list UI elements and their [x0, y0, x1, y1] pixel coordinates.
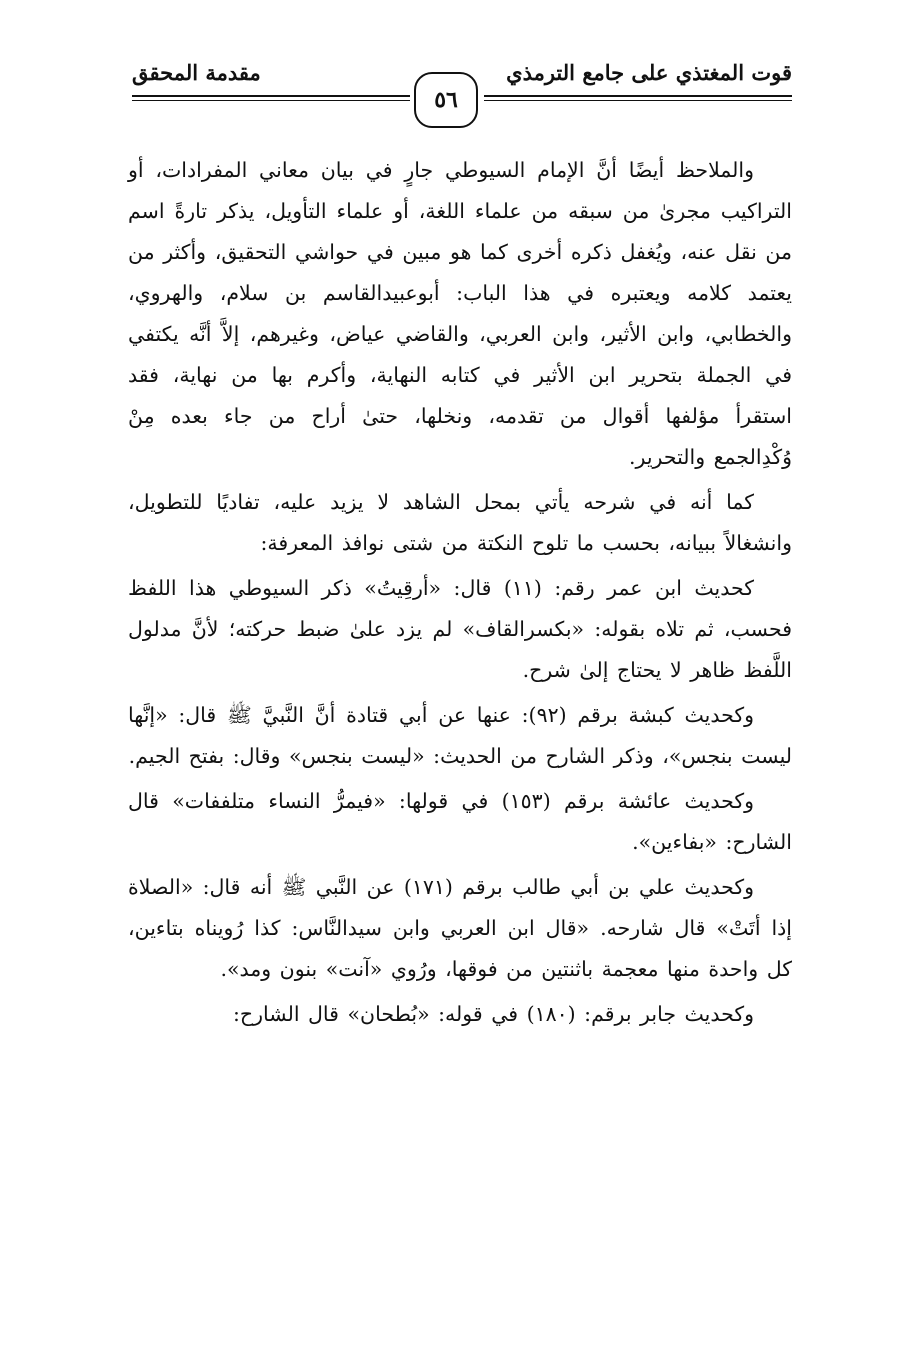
- paragraph-6: وكحديث علي بن أبي طالب برقم (١٧١) عن النَّبي ﷺ أنه قال: «الصلاة إذا أتَتْ» قال شارحه. «قال ابن العربي وابن سيدالنَّاس: كذا رُويناه بتاءين، كل واحدة منها معجمة باثنتين من فوقها، ورُوي «آنت» بنون ومد».: [128, 875, 792, 981]
- paragraph-3: كحديث ابن عمر رقم: (١١) قال: «أرقِيتُ» ذكر السيوطي هذا اللفظ فحسب، ثم تلاه بقوله: «بكسرالقاف» لم يزد علىٰ ضبط حركته؛ لأنَّ مدلول اللَّفظ ظاهر لا يحتاج إلىٰ شرح.: [128, 576, 792, 682]
- paragraph-4: وكحديث كبشة برقم (٩٢): عنها عن أبي قتادة أنَّ النَّبيَّ ﷺ قال: «إنَّها ليست بنجس»، وذكر الشارح من الحديث: «ليست بنجس» وقال: بفتح الجيم.: [128, 703, 792, 768]
- section-title: مقدمة المحقق: [132, 60, 261, 85]
- paragraph-2: كما أنه في شرحه يأتي بمحل الشاهد لا يزيد عليه، تفاديًا للتطويل، وانشغالاً ببيانه، بحسب ما تلوح النكتة من شتى نوافذ المعرفة:: [128, 490, 792, 555]
- header-rule-right-top: [484, 95, 792, 97]
- running-title: قوت المغتذي على جامع الترمذي: [506, 60, 792, 85]
- paragraph-1: والملاحظ أيضًا أنَّ الإمام السيوطي جارٍ في بيان معاني المفرادات، أو التراكيب مجرىٰ من سبقه من علماء اللغة، أو علماء التأويل، يذكر تارةً اسم من نقل عنه، ويُغفل ذكره أخرى كما هو مبين في حواشي التحقيق، وأكثر من يعتمد كلامه ويعتبره في هذا الباب: أبوعبيدالقاسم بن سلام، والهروي، والخطابي، وابن الأثير، وابن العربي، والقاضي عياض، وغيرهم، إلاَّ أنَّه يكتفي في الجملة بتحرير ابن الأثير في كتابه النهاية، وأكرم بها من نهاية، فقد استقرأ مؤلفها أقوال من تقدمه، ونخلها، حتىٰ أراح من جاء بعده مِنْ وُكْدِالجمع والتحرير.: [128, 158, 792, 469]
- header-rule-right-bottom: [484, 100, 792, 101]
- body-text: [128, 150, 792, 1035]
- page-header: [132, 50, 792, 130]
- header-rule-left-bottom: [132, 100, 410, 101]
- page-number: ٥٦: [414, 72, 478, 128]
- paragraph-5: وكحديث عائشة برقم (١٥٣) في قولها: «فيمرُّ النساء متلففات» قال الشارح: «بفاءين».: [128, 789, 792, 854]
- paragraph-7: وكحديث جابر برقم: (١٨٠) في قوله: «بُطحان» قال الشارح:: [233, 1002, 754, 1026]
- header-rule-left-top: [132, 95, 410, 97]
